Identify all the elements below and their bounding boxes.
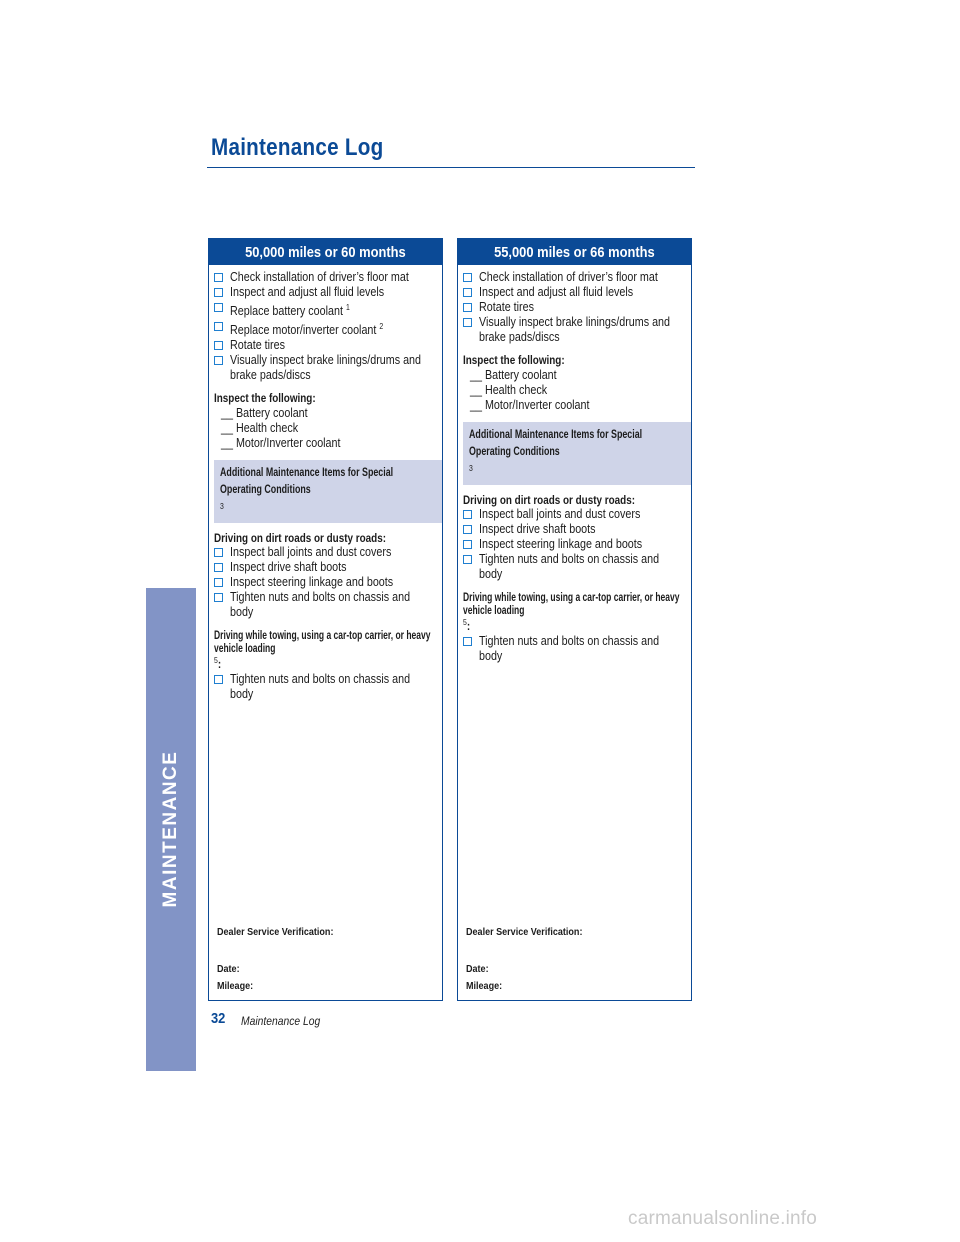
mileage-label: Mileage: [217, 980, 254, 992]
dealer-verification-label: Dealer Service Verification: [217, 926, 334, 938]
checklist-item[interactable]: Visually inspect brake linings/drums and brake pads/discs [463, 315, 685, 345]
inspect-item: __ Battery coolant [470, 367, 557, 382]
checkbox-icon[interactable] [463, 288, 472, 297]
checklist-item[interactable]: Inspect ball joints and dust covers [463, 507, 685, 522]
additional-items-box: Additional Maintenance Items for Special Operating Conditions $^3$ [463, 422, 691, 485]
checkbox-icon[interactable] [214, 675, 223, 684]
checkbox-icon[interactable] [214, 288, 223, 297]
inspect-item: __ Health check [221, 420, 299, 435]
section-side-label: MAINTENANCE [160, 750, 181, 908]
checklist-item[interactable]: Visually inspect brake linings/drums and brake pads/discs [214, 353, 436, 383]
checkbox-icon[interactable] [463, 540, 472, 549]
checkbox-icon[interactable] [463, 510, 472, 519]
date-label: Date: [466, 963, 489, 975]
dirt-roads-heading: Driving on dirt roads or dusty roads: [463, 494, 635, 507]
checklist-item[interactable]: Inspect steering linkage and boots [463, 537, 685, 552]
checklist-item[interactable]: Tighten nuts and bolts on chassis and body [214, 590, 436, 620]
inspect-item: __ Motor/Inverter coolant [221, 435, 341, 450]
checklist-item[interactable]: Inspect drive shaft boots [463, 522, 685, 537]
checklist-item[interactable]: Replace motor/inverter coolant $^2$ [214, 319, 436, 338]
checkbox-icon[interactable] [214, 356, 223, 365]
checkbox-icon[interactable] [214, 322, 223, 331]
checklist-item[interactable]: Rotate tires [463, 300, 685, 315]
checklist-item[interactable]: Replace battery coolant $^1$ [214, 300, 436, 319]
checkbox-icon[interactable] [214, 548, 223, 557]
checklist-item[interactable]: Inspect steering linkage and boots [214, 575, 436, 590]
checklist-item[interactable]: Inspect and adjust all fluid levels [463, 285, 685, 300]
towing-heading: Driving while towing, using a car-top carrier, or heavy vehicle loading$^5$: [463, 592, 680, 633]
inspect-item: __ Motor/Inverter coolant [470, 397, 590, 412]
checkbox-icon[interactable] [214, 273, 223, 282]
checkbox-icon[interactable] [463, 555, 472, 564]
watermark: carmanualsonline.info [628, 1208, 818, 1229]
page-title: Maintenance Log [211, 134, 384, 161]
checklist-item[interactable]: Inspect and adjust all fluid levels [214, 285, 436, 300]
dirt-roads-heading: Driving on dirt roads or dusty roads: [214, 532, 386, 545]
inspect-item: __ Battery coolant [221, 405, 308, 420]
dealer-verification-label: Dealer Service Verification: [466, 926, 583, 938]
footnote-mark: 2 [379, 322, 384, 331]
date-label: Date: [217, 963, 240, 975]
checklist-item[interactable]: Tighten nuts and bolts on chassis and body [463, 634, 685, 664]
additional-items-box: Additional Maintenance Items for Special Operating Conditions $^3$ [214, 460, 442, 523]
checklist-item[interactable]: Tighten nuts and bolts on chassis and body [214, 672, 436, 702]
inspect-item: __ Health check [470, 382, 548, 397]
checklist-item[interactable]: Inspect drive shaft boots [214, 560, 436, 575]
towing-heading: Driving while towing, using a car-top carrier, or heavy vehicle loading$^5$: [214, 630, 431, 671]
inspect-heading: Inspect the following: [463, 355, 565, 367]
checklist-item[interactable]: Check installation of driver’s floor mat [463, 270, 685, 285]
checkbox-icon[interactable] [463, 637, 472, 646]
checkbox-icon[interactable] [463, 303, 472, 312]
maintenance-card-55000 [457, 238, 692, 1001]
checkbox-icon[interactable] [214, 593, 223, 602]
title-divider [207, 167, 695, 168]
checklist-item[interactable]: Check installation of driver’s floor mat [214, 270, 436, 285]
checkbox-icon[interactable] [463, 525, 472, 534]
mileage-label: Mileage: [466, 980, 503, 992]
checkbox-icon[interactable] [463, 273, 472, 282]
checklist-item[interactable]: Inspect ball joints and dust covers [214, 545, 436, 560]
checkbox-icon[interactable] [214, 578, 223, 587]
page-footer-label: Maintenance Log [241, 1014, 321, 1028]
checkbox-icon[interactable] [463, 318, 472, 327]
card-header: 50,000 miles or 60 months [209, 239, 442, 265]
page-number: 32 [211, 1010, 226, 1027]
card-header: 55,000 miles or 66 months [458, 239, 691, 265]
checkbox-icon[interactable] [214, 563, 223, 572]
checkbox-icon[interactable] [214, 341, 223, 350]
checkbox-icon[interactable] [214, 303, 223, 312]
inspect-heading: Inspect the following: [214, 393, 316, 405]
footnote-mark: 1 [345, 303, 350, 312]
maintenance-card-50000 [208, 238, 443, 1001]
checklist-item[interactable]: Rotate tires [214, 338, 436, 353]
checklist-item[interactable]: Tighten nuts and bolts on chassis and body [463, 552, 685, 582]
